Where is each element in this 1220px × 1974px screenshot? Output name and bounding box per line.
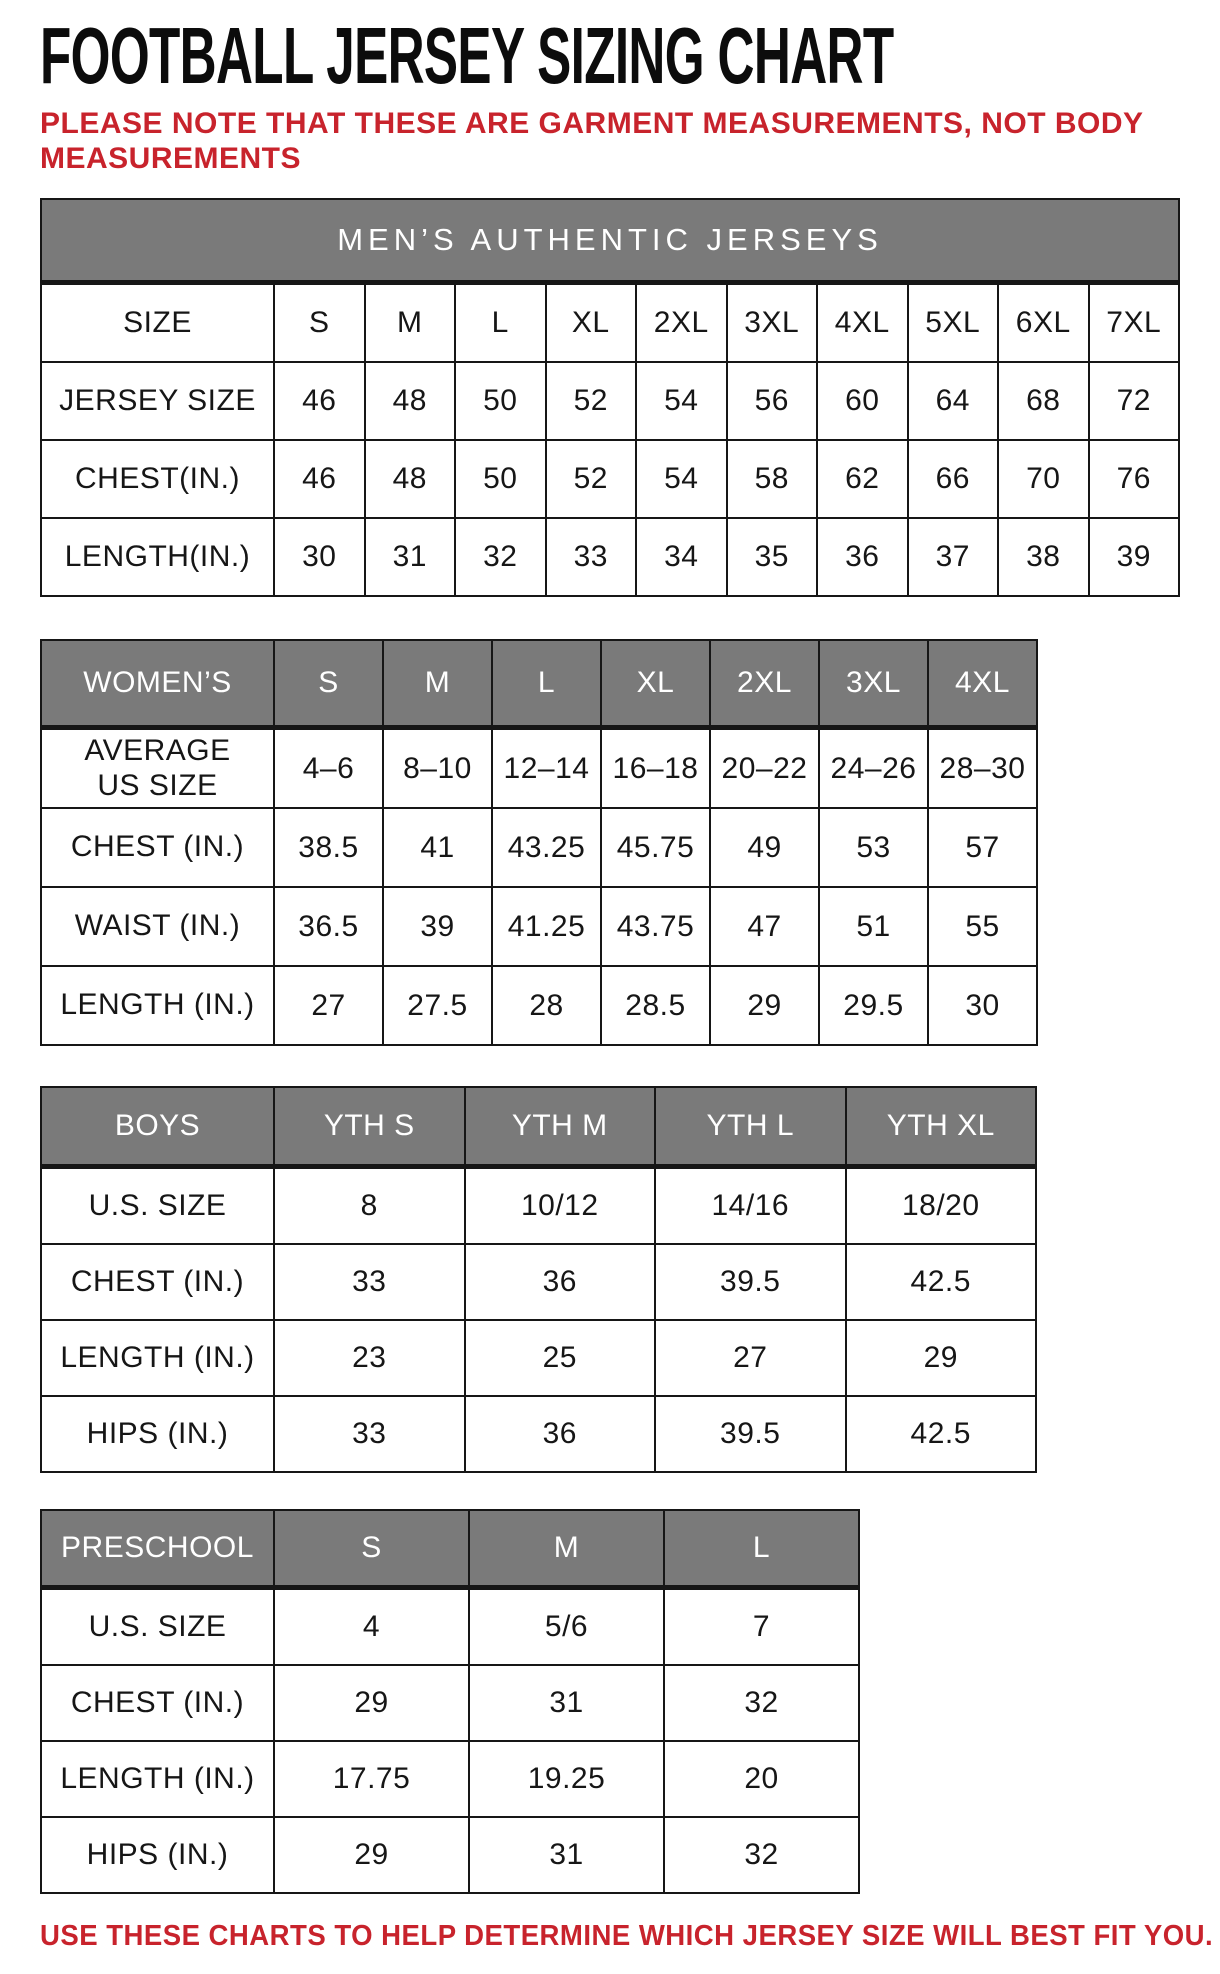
womens-column-header: 2XL xyxy=(710,640,819,728)
boys-data-row xyxy=(41,1396,1036,1472)
mens-size-value: 48 xyxy=(365,440,456,518)
mens-corner-header: SIZE xyxy=(41,283,274,363)
womens-size-value: 41 xyxy=(383,808,492,887)
preschool-size-value: 5/6 xyxy=(469,1588,664,1666)
preschool-sizing-table xyxy=(40,1509,860,1894)
mens-data-row xyxy=(41,362,1179,440)
womens-size-value: 55 xyxy=(928,887,1037,966)
womens-size-value: 38.5 xyxy=(274,808,383,887)
womens-size-value: 43.25 xyxy=(492,808,601,887)
mens-header-row xyxy=(41,283,1179,363)
mens-column-header: 3XL xyxy=(727,283,818,363)
mens-authentic-jerseys-table xyxy=(40,198,1180,597)
mens-size-value: 56 xyxy=(727,362,818,440)
boys-size-value: 18/20 xyxy=(846,1167,1037,1245)
mens-row-label: JERSEY SIZE xyxy=(41,362,274,440)
boys-size-value: 42.5 xyxy=(846,1396,1037,1472)
mens-size-value: 39 xyxy=(1089,518,1180,596)
preschool-row-label: LENGTH (IN.) xyxy=(41,1741,274,1817)
preschool-size-value: 17.75 xyxy=(274,1741,469,1817)
mens-size-value: 36 xyxy=(817,518,908,596)
boys-size-value: 33 xyxy=(274,1244,465,1320)
boys-size-value: 23 xyxy=(274,1320,465,1396)
mens-size-value: 54 xyxy=(636,362,727,440)
womens-column-header: S xyxy=(274,640,383,728)
mens-size-value: 66 xyxy=(908,440,999,518)
womens-size-value: 57 xyxy=(928,808,1037,887)
page-subtitle: PLEASE NOTE THAT THESE ARE GARMENT MEASUREMENTS, NOT BODY MEASUREMENTS xyxy=(40,107,1144,175)
mens-size-value: 34 xyxy=(636,518,727,596)
boys-size-value: 25 xyxy=(465,1320,656,1396)
womens-size-value: 41.25 xyxy=(492,887,601,966)
womens-size-value: 28.5 xyxy=(601,966,710,1045)
boys-size-value: 39.5 xyxy=(655,1396,846,1472)
womens-data-row xyxy=(41,728,1037,809)
preschool-data-row xyxy=(41,1588,859,1666)
mens-size-value: 50 xyxy=(455,362,546,440)
preschool-row-label: CHEST (IN.) xyxy=(41,1665,274,1741)
womens-row-label: LENGTH (IN.) xyxy=(41,966,274,1045)
womens-size-value: 30 xyxy=(928,966,1037,1045)
mens-column-header: M xyxy=(365,283,456,363)
preschool-corner-header: PRESCHOOL xyxy=(41,1510,274,1588)
page-title: FOOTBALL JERSEY SIZING CHART xyxy=(40,11,894,100)
boys-data-row xyxy=(41,1320,1036,1396)
boys-size-value: 42.5 xyxy=(846,1244,1037,1320)
boys-size-value: 33 xyxy=(274,1396,465,1472)
preschool-data-row xyxy=(41,1665,859,1741)
mens-size-value: 72 xyxy=(1089,362,1180,440)
preschool-size-value: 7 xyxy=(664,1588,859,1666)
mens-column-header: XL xyxy=(546,283,637,363)
womens-size-value: 36.5 xyxy=(274,887,383,966)
womens-row-label: AVERAGE US SIZE xyxy=(41,728,274,809)
preschool-size-value: 29 xyxy=(274,1665,469,1741)
mens-size-value: 38 xyxy=(998,518,1089,596)
womens-size-value: 16–18 xyxy=(601,728,710,809)
boys-corner-header: BOYS xyxy=(41,1087,274,1167)
boys-header-row xyxy=(41,1087,1036,1167)
boys-sizing-table xyxy=(40,1086,1037,1473)
womens-size-value: 29 xyxy=(710,966,819,1045)
womens-size-value: 29.5 xyxy=(819,966,928,1045)
boys-row-label: CHEST (IN.) xyxy=(41,1244,274,1320)
mens-size-value: 32 xyxy=(455,518,546,596)
womens-size-value: 51 xyxy=(819,887,928,966)
mens-data-row xyxy=(41,440,1179,518)
mens-column-header: 6XL xyxy=(998,283,1089,363)
boys-row-label: HIPS (IN.) xyxy=(41,1396,274,1472)
womens-size-value: 4–6 xyxy=(274,728,383,809)
womens-column-header: 3XL xyxy=(819,640,928,728)
mens-size-value: 30 xyxy=(274,518,365,596)
womens-data-row xyxy=(41,808,1037,887)
womens-size-value: 39 xyxy=(383,887,492,966)
boys-size-value: 29 xyxy=(846,1320,1037,1396)
preschool-size-value: 31 xyxy=(469,1665,664,1741)
boys-column-header: YTH S xyxy=(274,1087,465,1167)
preschool-column-header: L xyxy=(664,1510,859,1588)
preschool-header-row xyxy=(41,1510,859,1588)
womens-size-value: 49 xyxy=(710,808,819,887)
boys-row-label: LENGTH (IN.) xyxy=(41,1320,274,1396)
womens-column-header: XL xyxy=(601,640,710,728)
boys-size-value: 27 xyxy=(655,1320,846,1396)
mens-size-value: 52 xyxy=(546,440,637,518)
boys-row-label: U.S. SIZE xyxy=(41,1167,274,1245)
page-footer-note: USE THESE CHARTS TO HELP DETERMINE WHICH JERSEY SIZE WILL BEST FIT YOU. xyxy=(40,1920,1214,1952)
womens-size-value: 43.75 xyxy=(601,887,710,966)
mens-size-value: 62 xyxy=(817,440,908,518)
preschool-row-label: U.S. SIZE xyxy=(41,1588,274,1666)
mens-size-value: 58 xyxy=(727,440,818,518)
mens-banner-title: MEN’S AUTHENTIC JERSEYS xyxy=(41,199,1179,283)
preschool-size-value: 29 xyxy=(274,1817,469,1893)
mens-size-value: 46 xyxy=(274,362,365,440)
womens-size-value: 8–10 xyxy=(383,728,492,809)
mens-column-header: 4XL xyxy=(817,283,908,363)
womens-size-value: 28–30 xyxy=(928,728,1037,809)
mens-size-value: 31 xyxy=(365,518,456,596)
mens-size-value: 70 xyxy=(998,440,1089,518)
mens-size-value: 48 xyxy=(365,362,456,440)
mens-size-value: 60 xyxy=(817,362,908,440)
mens-size-value: 64 xyxy=(908,362,999,440)
preschool-row-label: HIPS (IN.) xyxy=(41,1817,274,1893)
preschool-size-value: 20 xyxy=(664,1741,859,1817)
womens-column-header: L xyxy=(492,640,601,728)
preschool-size-value: 4 xyxy=(274,1588,469,1666)
mens-column-header: 2XL xyxy=(636,283,727,363)
mens-size-value: 50 xyxy=(455,440,546,518)
boys-size-value: 14/16 xyxy=(655,1167,846,1245)
mens-row-label: LENGTH(IN.) xyxy=(41,518,274,596)
womens-size-value: 28 xyxy=(492,966,601,1045)
mens-data-row xyxy=(41,518,1179,596)
mens-column-header: 5XL xyxy=(908,283,999,363)
mens-row-label: CHEST(IN.) xyxy=(41,440,274,518)
womens-data-row xyxy=(41,966,1037,1045)
boys-size-value: 10/12 xyxy=(465,1167,656,1245)
mens-size-value: 76 xyxy=(1089,440,1180,518)
mens-size-value: 37 xyxy=(908,518,999,596)
mens-column-header: S xyxy=(274,283,365,363)
preschool-column-header: M xyxy=(469,1510,664,1588)
womens-sizing-table xyxy=(40,639,1038,1046)
womens-row-label: CHEST (IN.) xyxy=(41,808,274,887)
womens-corner-header: WOMEN’S xyxy=(41,640,274,728)
mens-size-value: 46 xyxy=(274,440,365,518)
boys-size-value: 36 xyxy=(465,1244,656,1320)
boys-size-value: 39.5 xyxy=(655,1244,846,1320)
mens-banner-row xyxy=(41,199,1179,283)
womens-size-value: 20–22 xyxy=(710,728,819,809)
preschool-data-row xyxy=(41,1741,859,1817)
mens-column-header: 7XL xyxy=(1089,283,1180,363)
mens-size-value: 52 xyxy=(546,362,637,440)
boys-column-header: YTH M xyxy=(465,1087,656,1167)
womens-size-value: 53 xyxy=(819,808,928,887)
womens-row-label: WAIST (IN.) xyxy=(41,887,274,966)
womens-column-header: 4XL xyxy=(928,640,1037,728)
boys-data-row xyxy=(41,1167,1036,1245)
boys-column-header: YTH L xyxy=(655,1087,846,1167)
womens-data-row xyxy=(41,887,1037,966)
preschool-size-value: 32 xyxy=(664,1817,859,1893)
preschool-size-value: 31 xyxy=(469,1817,664,1893)
boys-size-value: 36 xyxy=(465,1396,656,1472)
preschool-size-value: 32 xyxy=(664,1665,859,1741)
mens-size-value: 35 xyxy=(727,518,818,596)
womens-size-value: 24–26 xyxy=(819,728,928,809)
womens-size-value: 45.75 xyxy=(601,808,710,887)
preschool-data-row xyxy=(41,1817,859,1893)
womens-size-value: 27 xyxy=(274,966,383,1045)
boys-size-value: 8 xyxy=(274,1167,465,1245)
mens-size-value: 54 xyxy=(636,440,727,518)
mens-column-header: L xyxy=(455,283,546,363)
preschool-column-header: S xyxy=(274,1510,469,1588)
womens-size-value: 27.5 xyxy=(383,966,492,1045)
womens-column-header: M xyxy=(383,640,492,728)
womens-header-row xyxy=(41,640,1037,728)
mens-size-value: 68 xyxy=(998,362,1089,440)
boys-column-header: YTH XL xyxy=(846,1087,1037,1167)
mens-size-value: 33 xyxy=(546,518,637,596)
boys-data-row xyxy=(41,1244,1036,1320)
womens-size-value: 47 xyxy=(710,887,819,966)
womens-size-value: 12–14 xyxy=(492,728,601,809)
preschool-size-value: 19.25 xyxy=(469,1741,664,1817)
